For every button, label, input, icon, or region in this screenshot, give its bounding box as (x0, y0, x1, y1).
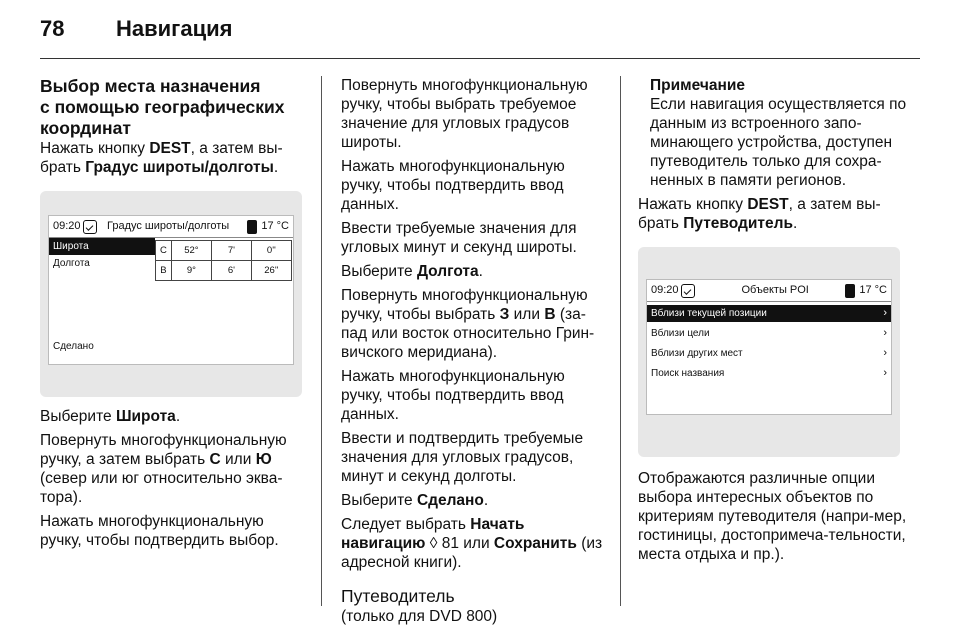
section-subtitle: (только для DVD 800) (341, 608, 498, 625)
table-row: C 52° 7' 0'' (156, 241, 292, 261)
section-heading: Путеводитель (341, 586, 455, 606)
page-number: 78 (40, 16, 65, 41)
back-icon (681, 284, 695, 298)
note-title: Примечание (650, 77, 745, 94)
note-box (638, 76, 920, 190)
header-rule (40, 58, 920, 59)
phone-icon (247, 220, 257, 234)
section-heading: Выбор места назначения с помощью географических координат (40, 76, 285, 138)
column-3 (638, 76, 920, 569)
screen-status-bar: 09:20 Объекты POI 17 °C (647, 280, 891, 302)
chevron-right-icon: › (883, 347, 887, 359)
paragraph: Нажать кнопку DEST, а затем вы- брать Градус широты/долготы. (40, 140, 283, 176)
paragraph: Выберите Долгота. (341, 263, 483, 280)
column-1 (40, 76, 302, 555)
chevron-right-icon: › (883, 327, 887, 339)
latlon-menu (49, 238, 155, 281)
menu-item-latitude: Широта (49, 238, 155, 255)
paragraph: Нажать многофункциональную ручку, чтобы подтвердить ввод данных. (341, 368, 565, 423)
paragraph: Выберите Сделано. (341, 492, 489, 509)
coord-table (155, 240, 292, 281)
paragraph: Повернуть многофункциональную ручку, чтобы выбрать З или В (за-пад или восток относительно Грин-вичского меридиана). (341, 287, 595, 361)
table-row: B 9° 6' 26'' (156, 261, 292, 281)
chevron-right-icon: › (883, 307, 887, 319)
page-header (40, 16, 232, 46)
page-title: Навигация (116, 16, 233, 41)
menu-item-longitude: Долгота (53, 258, 90, 269)
phone-icon (845, 284, 855, 298)
paragraph: Следует выбрать Начать навигацию ◊ 81 или Сохранить (из адресной книги). (341, 516, 603, 571)
paragraph: Ввести и подтвердить требуемые значения для угловых градусов, минут и секунд долготы. (341, 430, 584, 485)
poi-screen-image (638, 247, 900, 457)
menu-item: Вблизи текущей позиции › (647, 305, 891, 322)
column-divider (321, 76, 322, 606)
menu-item: Вблизи цели › (647, 325, 891, 342)
screen-status-bar: 09:20 Градус широты/долготы 17 °C (49, 216, 293, 238)
paragraph: Повернуть многофункциональную ручку, а затем выбрать C или Ю (север или юг относительно эква-тора). (40, 432, 287, 506)
menu-item-done: Сделано (53, 341, 94, 352)
column-2 (341, 76, 607, 626)
latlon-screen-image (40, 191, 302, 397)
paragraph: Отображаются различные опции выбора интересных объектов по критериям путеводителя (напри-мер, гостиницы, достопримеча-тельности, места отдыха и пр.). (638, 470, 907, 563)
paragraph: Повернуть многофункциональную ручку, чтобы выбрать требуемое значение для угловых градусов широты. (341, 77, 588, 151)
paragraph: Нажать многофункциональную ручку, чтобы подтвердить ввод данных. (341, 158, 565, 213)
paragraph: Нажать кнопку DEST, а затем вы-брать Путеводитель. (638, 196, 881, 232)
poi-menu (647, 305, 891, 382)
note-body: Если навигация осуществляется по данным из встроенного запо-минающего устройства, доступен путеводитель только для сохра-ненных в памяти регионов. (650, 96, 907, 189)
paragraph: Выберите Широта. (40, 408, 181, 425)
paragraph: Ввести требуемые значения для угловых минут и секунд широты. (341, 220, 577, 256)
menu-item: Вблизи других мест › (647, 345, 891, 362)
chevron-right-icon: › (883, 367, 887, 379)
menu-item: Поиск названия › (647, 365, 891, 382)
paragraph: Нажать многофункциональную ручку, чтобы подтвердить выбор. (40, 513, 279, 549)
column-divider (620, 76, 621, 606)
back-icon (83, 220, 97, 234)
